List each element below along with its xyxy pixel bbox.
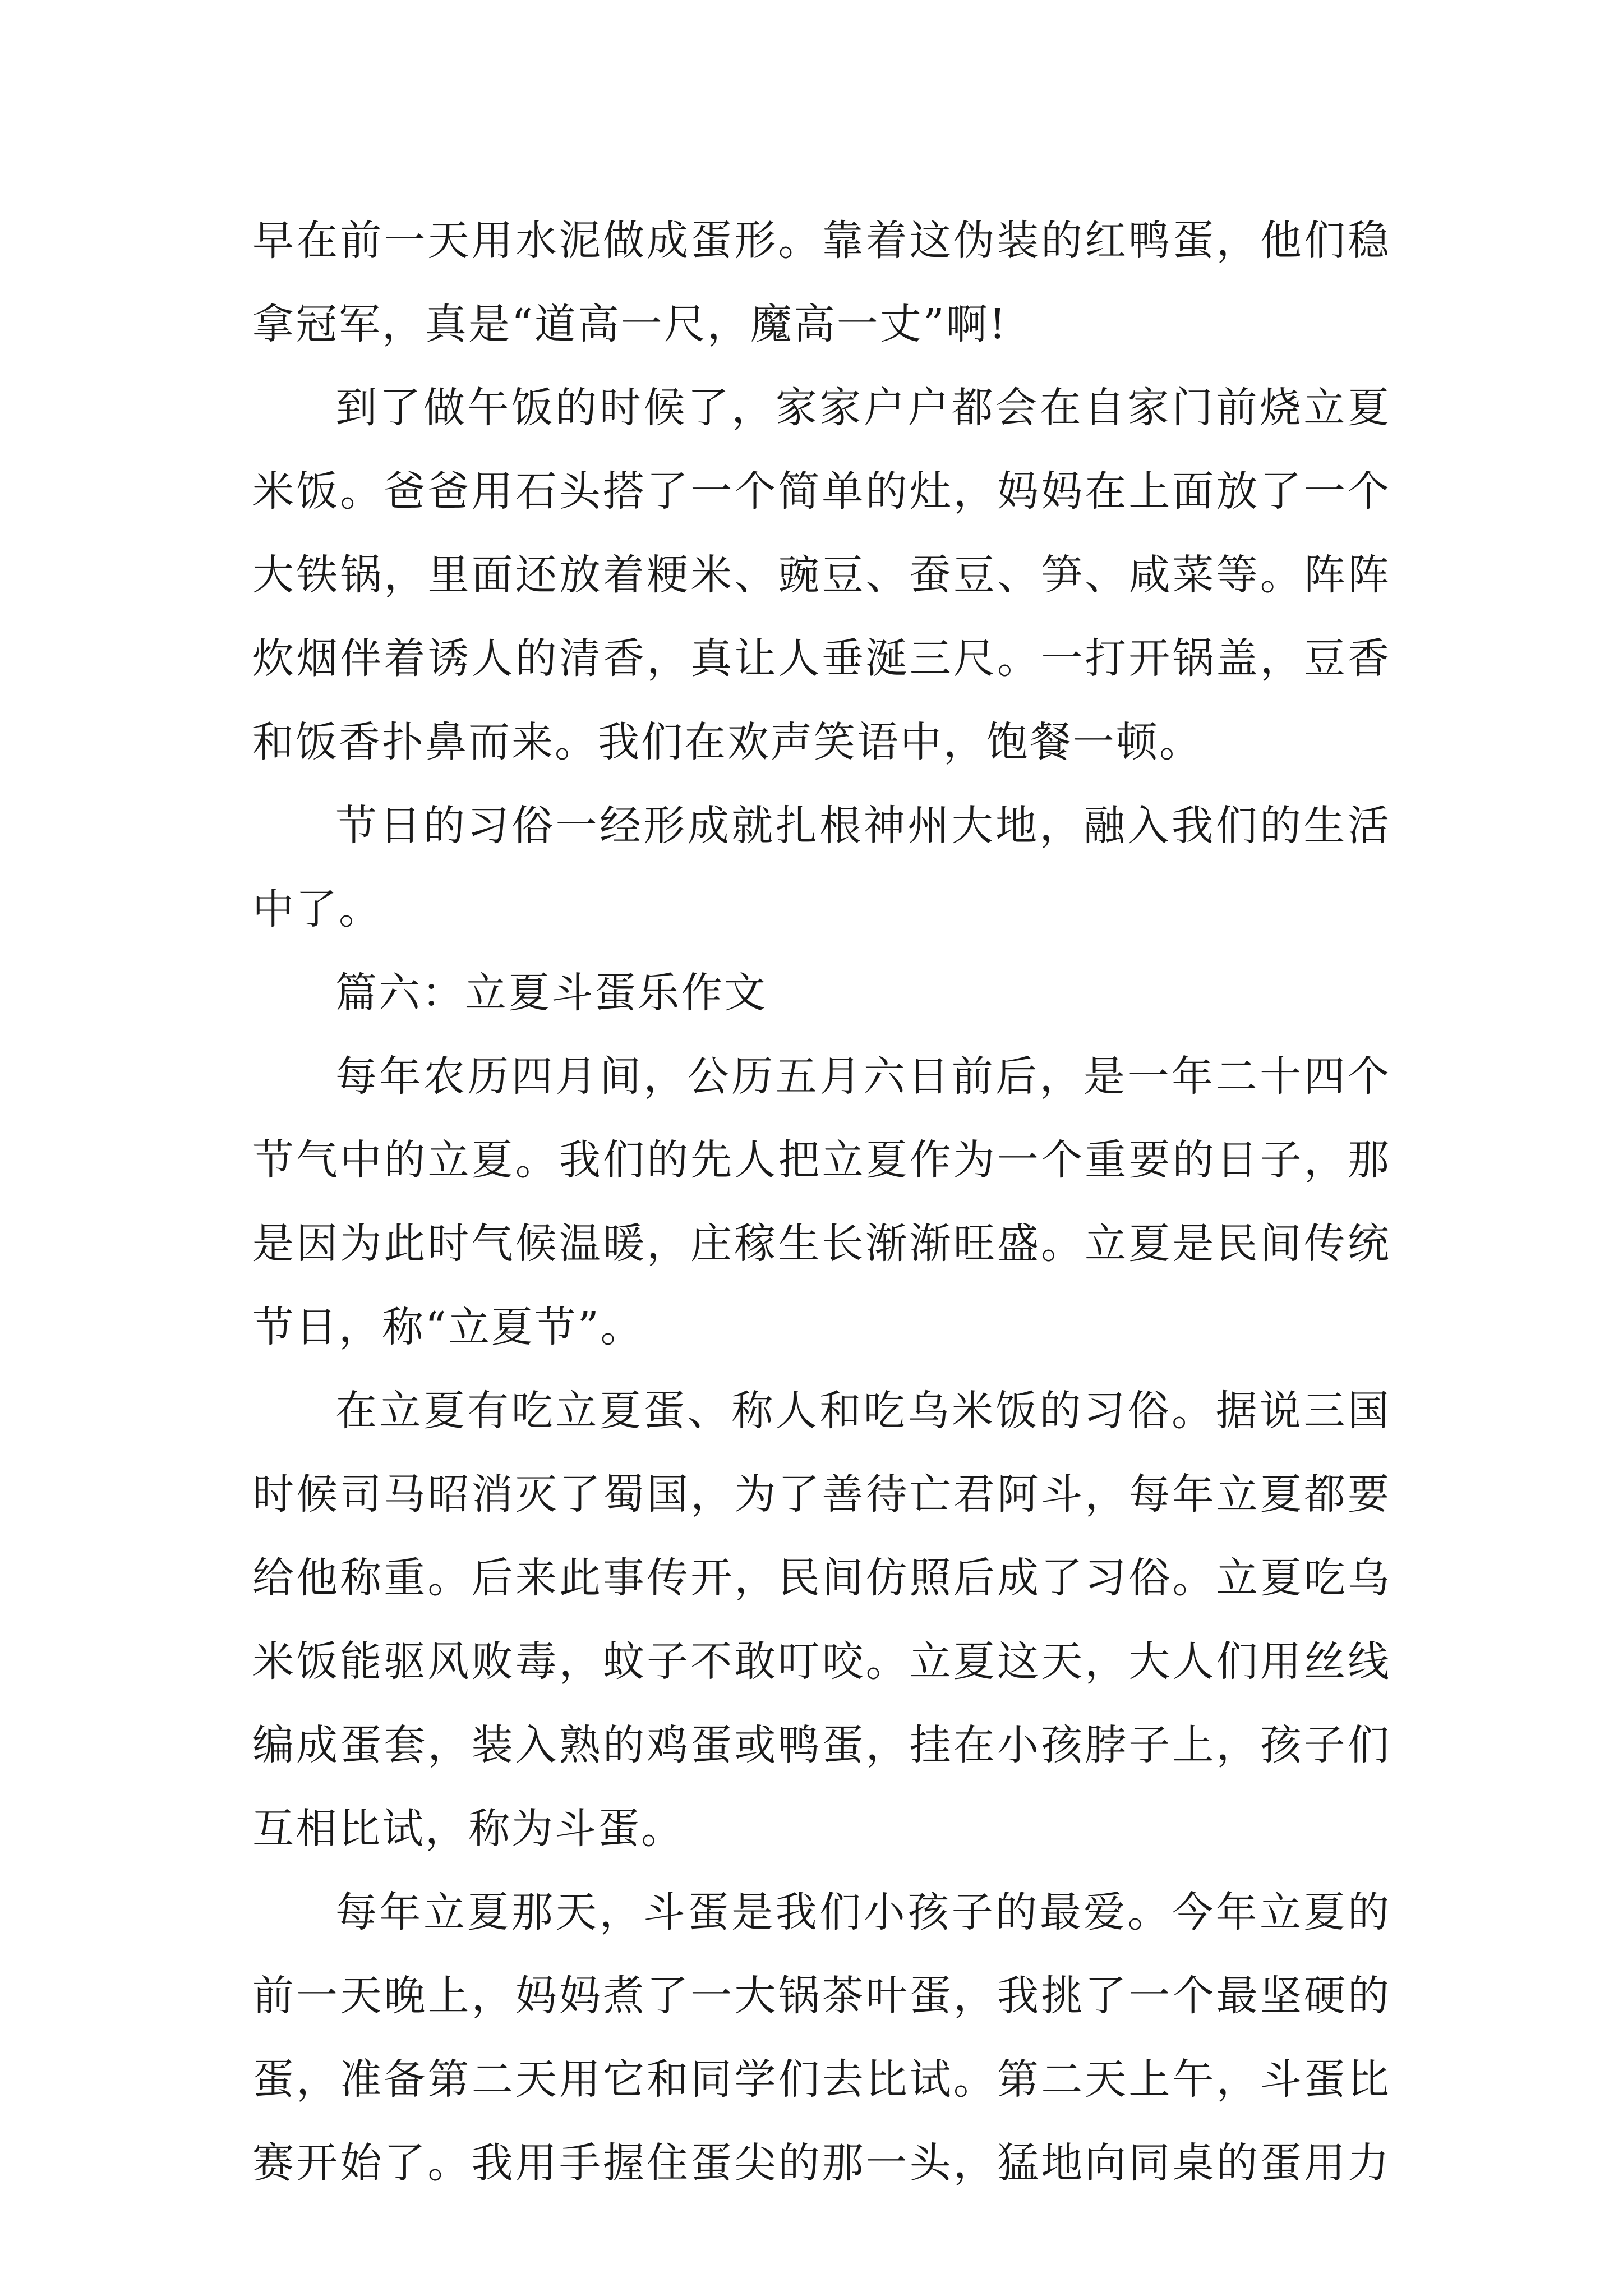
text-line: 每年立夏那天，斗蛋是我们小孩子的最爱。今年立夏的 [335, 1888, 1391, 1936]
text-line: 和饭香扑鼻而来。我们在欢声笑语中，饱餐一顿。 [252, 718, 1202, 766]
text-line: 赛开始了。我用手握住蛋尖的那一头，猛地向同桌的蛋用力 [252, 2139, 1391, 2187]
text-line: 互相比试，称为斗蛋。 [252, 1805, 684, 1853]
text-line: 到了做午饭的时候了，家家户户都会在自家门前烧立夏 [335, 384, 1391, 432]
text-line: 拿冠军，真是“道高一尺，魔高一丈”啊! [252, 300, 1008, 348]
text-line: 节日，称“立夏节”。 [252, 1303, 644, 1351]
text-line: 米饭。爸爸用石头搭了一个简单的灶，妈妈在上面放了一个 [252, 467, 1391, 516]
text-line: 节日的习俗一经形成就扎根神州大地，融入我们的生活 [335, 802, 1391, 850]
text-line: 节气中的立夏。我们的先人把立夏作为一个重要的日子，那 [252, 1136, 1391, 1184]
text-line: 大铁锅，里面还放着粳米、豌豆、蚕豆、笋、咸菜等。阵阵 [252, 551, 1391, 599]
text-line: 给他称重。后来此事传开，民间仿照后成了习俗。立夏吃乌 [252, 1554, 1391, 1602]
text-line: 每年农历四月间，公历五月六日前后，是一年二十四个 [335, 1052, 1391, 1101]
text-line: 编成蛋套，装入熟的鸡蛋或鸭蛋，挂在小孩脖子上，孩子们 [252, 1721, 1391, 1769]
text-line: 蛋，准备第二天用它和同学们去比试。第二天上午，斗蛋比 [252, 2055, 1391, 2104]
document-page [252, 199, 1391, 2205]
text-line: 米饭能驱风败毒，蚊子不敢叮咬。立夏这天，大人们用丝线 [252, 1637, 1391, 1686]
text-line: 前一天晚上，妈妈煮了一大锅茶叶蛋，我挑了一个最坚硬的 [252, 1972, 1391, 2020]
text-line: 中了。 [252, 885, 382, 933]
text-line: 早在前一天用水泥做成蛋形。靠着这伪装的红鸭蛋，他们稳 [252, 217, 1391, 265]
text-line: 是因为此时气候温暖，庄稼生长渐渐旺盛。立夏是民间传统 [252, 1220, 1391, 1268]
text-line: 在立夏有吃立夏蛋、称人和吃乌米饭的习俗。据说三国 [335, 1387, 1391, 1435]
text-line: 时候司马昭消灭了蜀国，为了善待亡君阿斗，每年立夏都要 [252, 1470, 1391, 1519]
text-line: 炊烟伴着诱人的清香，真让人垂涎三尺。一打开锅盖，豆香 [252, 634, 1391, 683]
section-heading: 篇六：立夏斗蛋乐作文 [335, 969, 767, 1017]
